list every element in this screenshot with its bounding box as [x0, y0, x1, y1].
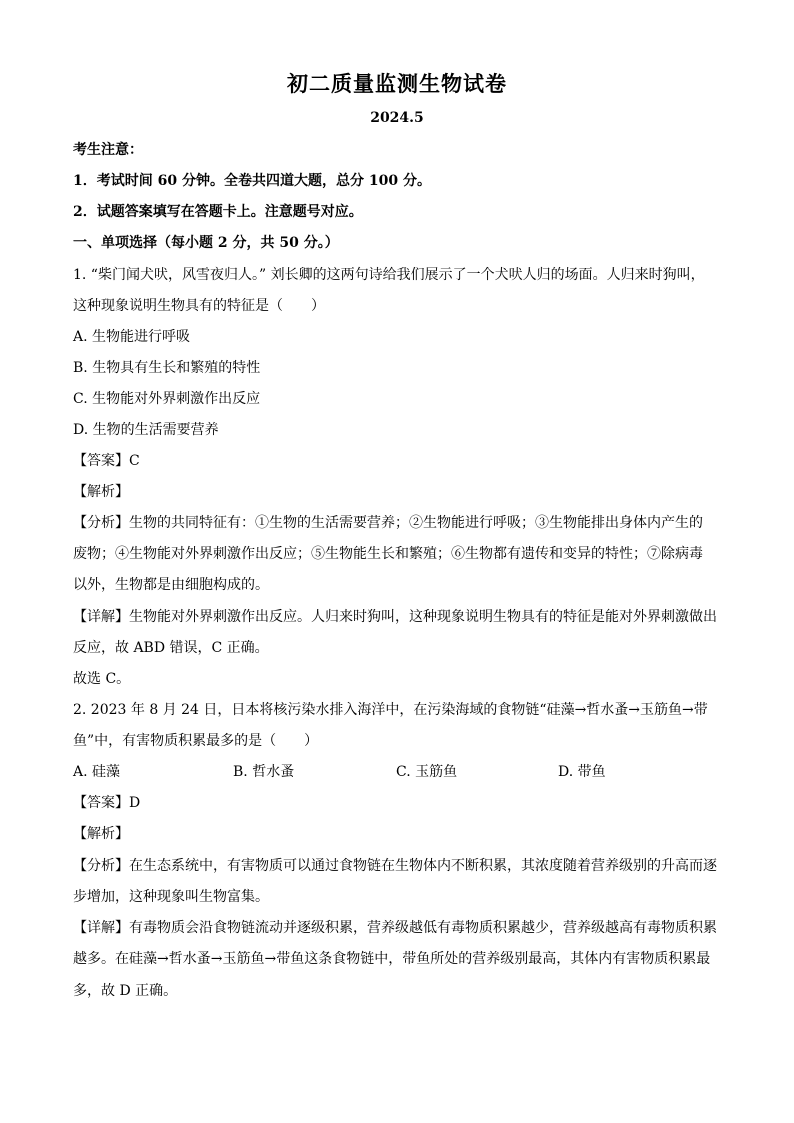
q2-detail-line-2: 越多。在硅藻→哲水蚤→玉筋鱼→带鱼这条食物链中，带鱼所处的营养级别最高，其体内有害物质积累最: [73, 951, 711, 967]
q2-option-b: B. 哲水蚤: [233, 764, 295, 780]
q2-option-a: A. 硅藻: [73, 764, 121, 780]
q1-option-d: D. 生物的生活需要营养: [73, 422, 219, 438]
q1-answer: 【答案】C: [73, 453, 140, 469]
q1-analysis-line-2: 废物；④生物能对外界刺激作出反应；⑤生物能生长和繁殖；⑥生物都有遗传和变异的特性；⑦除病毒: [73, 546, 703, 562]
q1-stem-line-1: 1. “柴门闻犬吠，风雪夜归人。” 刘长卿的这两句诗给我们展示了一个犬吠人归的场面。人归来时狗叫，: [73, 267, 705, 283]
q1-option-b: B. 生物具有生长和繁殖的特性: [73, 360, 261, 376]
q1-analysis-line-1: 【分析】生物的共同特征有：①生物的生活需要营养；②生物能进行呼吸；③生物能排出身体内产生的: [73, 515, 703, 531]
q2-option-c: C. 玉筋鱼: [396, 764, 458, 780]
q1-conclusion: 故选 C。: [73, 671, 131, 687]
notice-item-1: 1．考试时间 60 分钟。全卷共四道大题，总分 100 分。: [73, 173, 431, 189]
q1-analysis-heading: 【解析】: [73, 484, 129, 500]
q1-detail-line-1: 【详解】生物能对外界刺激作出反应。人归来时狗叫，这种现象说明生物具有的特征是能对外界刺激做出: [73, 609, 717, 625]
q2-analysis-heading: 【解析】: [73, 826, 129, 842]
q2-detail-line-3: 多，故 D 正确。: [73, 983, 178, 999]
q1-stem-line-2: 这种现象说明生物具有的特征是（ ）: [73, 298, 325, 314]
section-heading: 一、单项选择（每小题 2 分，共 50 分。）: [73, 235, 339, 251]
notice-item-2: 2．试题答案填写在答题卡上。注意题号对应。: [73, 204, 363, 220]
q2-analysis-line-2: 步增加，这种现象叫生物富集。: [73, 889, 269, 905]
q2-answer: 【答案】D: [73, 795, 141, 811]
q1-detail-line-2: 反应，故 ABD 错误，C 正确。: [73, 640, 269, 656]
q2-options-row: [73, 757, 723, 788]
exam-date: 2024.5: [370, 110, 424, 126]
q2-analysis-line-1: 【分析】在生态系统中，有害物质可以通过食物链在生物体内不断积累，其浓度随着营养级别的升高而逐: [73, 858, 717, 874]
q2-detail-line-1: 【详解】有毒物质会沿食物链流动并逐级积累，营养级越低有毒物质积累越少，营养级越高有毒物质积累: [73, 920, 717, 936]
q2-stem-line-1: 2. 2023 年 8 月 24 日，日本将核污染水排入海洋中，在污染海域的食物链“硅藻→哲水蚤→玉筋鱼→带: [73, 702, 708, 718]
q1-analysis-line-3: 以外，生物都是由细胞构成的。: [73, 577, 269, 593]
q1-option-a: A. 生物能进行呼吸: [73, 329, 191, 345]
notice-heading: 考生注意：: [73, 142, 143, 158]
q1-option-c: C. 生物能对外界刺激作出反应: [73, 391, 261, 407]
page-title: 初二质量监测生物试卷: [287, 71, 507, 96]
q2-stem-line-2: 鱼”中，有害物质积累最多的是（ ）: [73, 733, 319, 749]
q2-option-d: D. 带鱼: [558, 764, 606, 780]
